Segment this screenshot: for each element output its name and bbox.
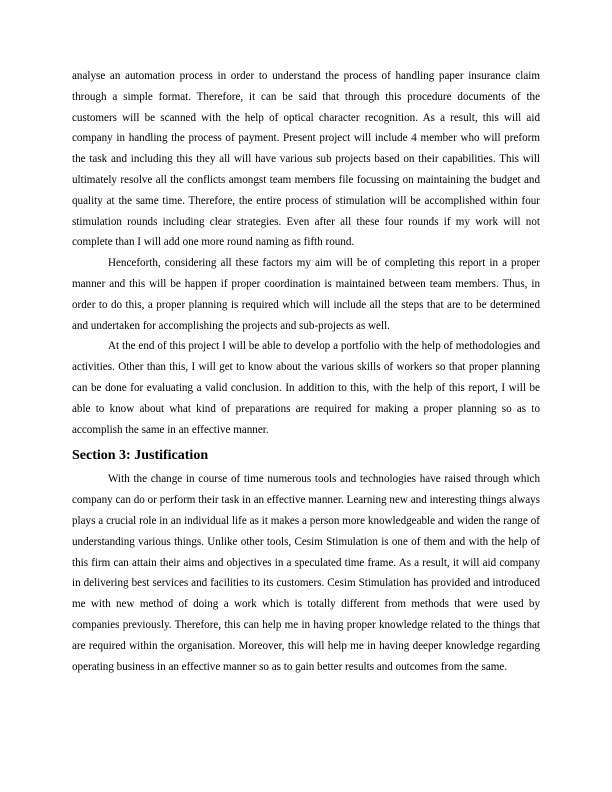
section-heading: Section 3: Justification (72, 448, 209, 464)
paragraph-outcome: At the end of this project I will be able to develop a portfolio with the help of methodologies and activities. Other than this, I will get to know about the various skills of workers so that proper planning can be done for evaluating a valid conclusion. In addition to this, with the help of this report, I will be able to know about what kind of preparations are required for making a proper planning so as to accomplish the same in an effective manner. (72, 340, 540, 436)
paragraph-aim: Henceforth, considering all these factors my aim will be of completing this report in a proper manner and this will be happen if proper coordination is maintained between team members. Thus, in order to do this, a proper planning is required which will include all the steps that are to be determined and undertaken for accomplishing the projects and sub-projects as well. (72, 257, 540, 332)
paragraph-continuation: analyse an automation process in order to understand the process of handling paper insurance claim through a simple format. Therefore, it can be said that through this procedure documents of the customers will be scanned with the help of optical character recognition. As a result, this will aid company in handling the process of payment. Present project will include 4 member who will preform the task and including this they all will have various sub projects based on their capabilities. This will ultimately resolve all the conflicts amongst team members file focussing on maintaining the budget and quality at the same time. Therefore, the entire process of stimulation will be accomplished within four stimulation rounds including clear strategies. Even after all these four rounds if my work will not complete than I will add one more round naming as fifth round. (72, 70, 540, 249)
paragraph-justification: With the change in course of time numerous tools and technologies have raised through which company can do or perform their task in an effective manner. Learning new and interesting things always plays a crucial role in an individual life as it makes a person more knowledgeable and widen the range of understanding various things. Unlike other tools, Cesim Stimulation is one of them and with the help of this firm can attain their aims and objectives in a speculated time frame. As a result, it will aid company in delivering best services and facilities to its customers. Cesim Stimulation has provided and introduced me with new method of doing a work which is totally different from methods that were used by companies previously. Therefore, this can help me in having proper knowledge related to the things that are required within the organisation. Moreover, this will help me in having deeper knowledge regarding operating business in an effective manner so as to gain better results and outcomes from the same. (72, 473, 540, 673)
document-page (72, 66, 540, 677)
